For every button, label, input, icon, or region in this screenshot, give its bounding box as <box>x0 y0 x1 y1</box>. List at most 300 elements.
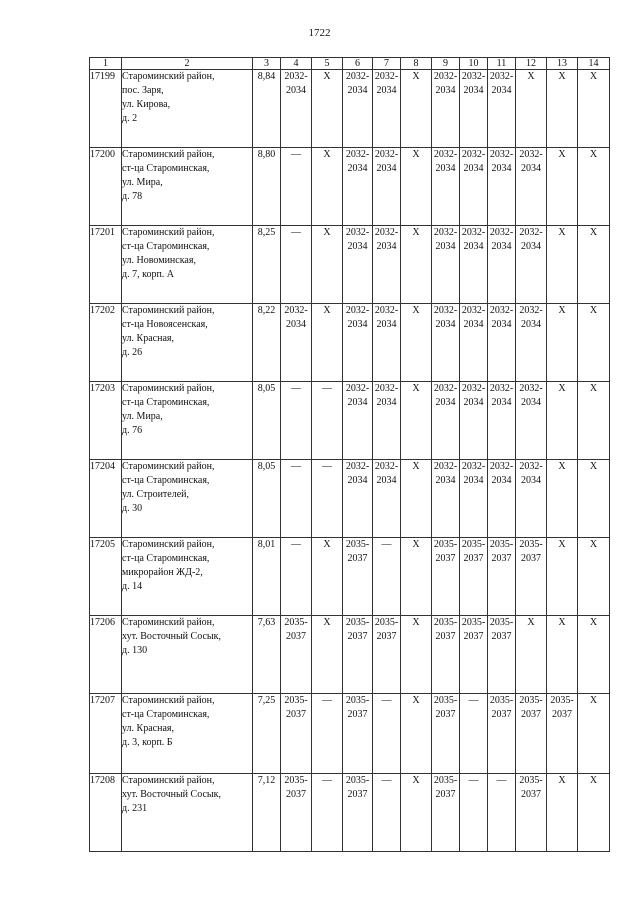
period-line: 2037 <box>491 631 512 642</box>
period-cell <box>432 538 460 616</box>
column-header: 3 <box>253 58 281 70</box>
period-line: X <box>589 71 598 82</box>
address-line: хут. Восточный Сосык, <box>122 789 221 800</box>
address-line: Староминский район, <box>122 305 215 316</box>
period-cell <box>547 226 578 304</box>
period-line: 2037 <box>463 631 484 642</box>
column-header: 4 <box>281 58 312 70</box>
period-line: 2035- <box>461 539 486 550</box>
period-cell <box>281 774 312 852</box>
period-line: X <box>589 617 598 628</box>
period-line: 2034 <box>463 241 484 252</box>
period-line: — <box>322 383 332 394</box>
period-cell <box>281 694 312 774</box>
period-line: 2034 <box>435 241 456 252</box>
period-cell <box>547 382 578 460</box>
period-cell <box>401 70 432 148</box>
period-line: 2034 <box>376 241 397 252</box>
period-line: X <box>527 617 535 628</box>
address-line: ст-ца Староминская, <box>122 709 210 720</box>
period-cell <box>312 616 343 694</box>
period-line: X <box>589 461 598 472</box>
period-line: 2032- <box>345 305 370 316</box>
period-cell <box>516 694 547 774</box>
period-cell <box>516 460 547 538</box>
period-line: 2035- <box>345 617 370 628</box>
period-line: X <box>589 539 598 550</box>
period-cell <box>401 382 432 460</box>
period-line: 2034 <box>491 241 512 252</box>
period-cell <box>578 226 610 304</box>
period-line: X <box>589 227 598 238</box>
period-line: X <box>589 695 598 706</box>
period-line: — <box>291 383 301 394</box>
period-line: 2032- <box>433 383 458 394</box>
address-cell <box>122 694 253 774</box>
address-line: ст-ца Староминская, <box>122 475 210 486</box>
period-line: 2032- <box>433 461 458 472</box>
period-cell <box>578 70 610 148</box>
period-line: 2032- <box>345 227 370 238</box>
period-cell <box>578 382 610 460</box>
value-cell: 7,25 <box>253 694 281 774</box>
period-cell <box>432 226 460 304</box>
value-cell: 7,63 <box>253 616 281 694</box>
period-line: 2032- <box>461 461 486 472</box>
period-line: 2037 <box>435 553 456 564</box>
period-line: — <box>322 461 332 472</box>
table-row <box>90 382 610 460</box>
period-line: 2037 <box>435 709 456 720</box>
period-line: X <box>589 305 598 316</box>
period-cell <box>312 538 343 616</box>
period-line: 2032- <box>489 227 514 238</box>
period-cell <box>460 148 488 226</box>
column-header: 9 <box>432 58 460 70</box>
period-cell <box>547 148 578 226</box>
period-line: 2035- <box>374 617 399 628</box>
period-line: 2034 <box>491 475 512 486</box>
period-cell <box>401 694 432 774</box>
period-line: 2037 <box>521 709 541 720</box>
period-line: 2034 <box>286 319 306 330</box>
period-cell <box>547 774 578 852</box>
period-cell <box>343 226 373 304</box>
period-line: 2034 <box>347 85 368 96</box>
period-cell <box>488 538 516 616</box>
period-cell <box>432 70 460 148</box>
period-cell <box>547 694 578 774</box>
address-line: Староминский район, <box>122 71 215 82</box>
address-cell <box>122 70 253 148</box>
column-header: 5 <box>312 58 343 70</box>
address-line: ст-ца Новоясенская, <box>122 319 208 330</box>
row-number: 17207 <box>90 694 122 774</box>
value-cell: 7,12 <box>253 774 281 852</box>
period-cell <box>281 538 312 616</box>
address-line: Староминский район, <box>122 617 215 628</box>
value-cell: 8,84 <box>253 70 281 148</box>
period-line: 2032- <box>374 305 399 316</box>
row-number: 17203 <box>90 382 122 460</box>
row-number: 17201 <box>90 226 122 304</box>
period-line: 2032- <box>461 305 486 316</box>
period-cell <box>312 226 343 304</box>
period-line: 2034 <box>435 319 456 330</box>
period-cell <box>312 460 343 538</box>
period-cell <box>373 382 401 460</box>
period-line: 2035- <box>284 617 308 628</box>
period-line: 2035- <box>433 539 458 550</box>
period-line: X <box>558 383 566 394</box>
period-line: 2037 <box>491 709 512 720</box>
period-line: 2034 <box>347 241 368 252</box>
period-cell <box>373 460 401 538</box>
period-line: 2032- <box>374 149 399 160</box>
period-cell <box>460 382 488 460</box>
period-line: 2034 <box>435 397 456 408</box>
period-cell <box>578 460 610 538</box>
period-line: 2037 <box>521 553 541 564</box>
period-line: 2035- <box>519 775 543 786</box>
period-line: X <box>412 617 420 628</box>
period-line: 2035- <box>345 775 370 786</box>
period-cell <box>488 382 516 460</box>
period-line: — <box>291 227 301 238</box>
period-cell <box>460 70 488 148</box>
table-row <box>90 694 610 774</box>
period-line: 2034 <box>435 85 456 96</box>
period-line: 2034 <box>347 163 368 174</box>
period-line: — <box>381 775 392 786</box>
period-line: X <box>412 539 420 550</box>
address-line: д. 231 <box>122 803 148 814</box>
row-number: 17204 <box>90 460 122 538</box>
period-cell <box>401 304 432 382</box>
address-line: ул. Строителей, <box>122 489 190 500</box>
period-cell <box>373 774 401 852</box>
value-cell: 8,22 <box>253 304 281 382</box>
period-cell <box>578 774 610 852</box>
column-header: 11 <box>488 58 516 70</box>
column-header: 6 <box>343 58 373 70</box>
period-cell <box>488 226 516 304</box>
address-line: ул. Мира, <box>122 411 163 422</box>
period-cell <box>516 148 547 226</box>
period-line: X <box>558 305 566 316</box>
period-line: 2032- <box>489 149 514 160</box>
address-line: ст-ца Староминская, <box>122 553 210 564</box>
period-cell <box>516 70 547 148</box>
period-cell <box>460 460 488 538</box>
period-line: 2037 <box>463 553 484 564</box>
row-number: 17199 <box>90 70 122 148</box>
address-cell <box>122 148 253 226</box>
period-line: — <box>322 695 332 706</box>
period-line: 2035- <box>345 695 370 706</box>
column-header: 12 <box>516 58 547 70</box>
value-cell: 8,80 <box>253 148 281 226</box>
period-line: — <box>468 695 479 706</box>
period-line: X <box>412 775 420 786</box>
column-header: 10 <box>460 58 488 70</box>
period-cell <box>516 538 547 616</box>
period-line: 2035- <box>550 695 574 706</box>
address-cell <box>122 460 253 538</box>
period-line: 2034 <box>463 85 484 96</box>
column-header: 7 <box>373 58 401 70</box>
period-line: X <box>323 305 331 316</box>
period-line: — <box>291 149 301 160</box>
period-line: 2037 <box>552 709 572 720</box>
period-line: 2037 <box>491 553 512 564</box>
period-line: 2037 <box>347 709 368 720</box>
registry-table <box>89 57 610 852</box>
period-line: 2037 <box>347 631 368 642</box>
period-cell <box>312 774 343 852</box>
period-line: X <box>412 383 420 394</box>
period-cell <box>373 148 401 226</box>
table-row <box>90 616 610 694</box>
period-line: 2032- <box>345 71 370 82</box>
period-cell <box>460 694 488 774</box>
period-cell <box>488 148 516 226</box>
address-line: д. 26 <box>122 347 143 358</box>
period-line: 2032- <box>519 149 543 160</box>
period-line: 2035- <box>284 695 308 706</box>
address-line: д. 3, корп. Б <box>122 737 173 748</box>
period-cell <box>373 616 401 694</box>
address-cell <box>122 538 253 616</box>
column-header: 1 <box>90 58 122 70</box>
period-line: 2032- <box>461 227 486 238</box>
period-line: 2034 <box>521 319 541 330</box>
period-line: 2032- <box>489 305 514 316</box>
period-line: 2037 <box>521 789 541 800</box>
period-cell <box>488 304 516 382</box>
period-cell <box>343 694 373 774</box>
period-line: 2037 <box>286 709 306 720</box>
address-line: ул. Новоминская, <box>122 255 196 266</box>
period-cell <box>312 70 343 148</box>
period-line: 2035- <box>345 539 370 550</box>
period-line: X <box>589 775 598 786</box>
period-cell <box>343 382 373 460</box>
period-line: 2035- <box>519 539 543 550</box>
period-cell <box>401 538 432 616</box>
period-line: 2034 <box>435 475 456 486</box>
period-line: 2034 <box>347 475 368 486</box>
table-row <box>90 148 610 226</box>
period-line: 2037 <box>435 789 456 800</box>
address-line: ст-ца Староминская, <box>122 163 210 174</box>
period-cell <box>578 616 610 694</box>
period-cell <box>460 304 488 382</box>
period-cell <box>432 382 460 460</box>
period-cell <box>373 538 401 616</box>
period-cell <box>516 226 547 304</box>
address-cell <box>122 382 253 460</box>
period-cell <box>281 304 312 382</box>
period-line: X <box>558 775 566 786</box>
period-line: 2034 <box>521 397 541 408</box>
address-line: пос. Заря, <box>122 85 164 96</box>
period-line: 2032- <box>345 149 370 160</box>
period-cell <box>343 148 373 226</box>
period-line: 2032- <box>374 71 399 82</box>
period-line: X <box>558 149 566 160</box>
period-cell <box>312 382 343 460</box>
table-row <box>90 304 610 382</box>
value-cell: 8,01 <box>253 538 281 616</box>
address-cell <box>122 226 253 304</box>
period-line: 2037 <box>347 553 368 564</box>
table-row <box>90 70 610 148</box>
period-cell <box>281 382 312 460</box>
period-line: X <box>412 695 420 706</box>
period-cell <box>488 70 516 148</box>
period-cell <box>432 148 460 226</box>
period-line: 2034 <box>347 319 368 330</box>
row-number: 17205 <box>90 538 122 616</box>
period-line: 2032- <box>519 383 543 394</box>
period-line: 2037 <box>347 789 368 800</box>
period-cell <box>312 148 343 226</box>
address-line: Староминский район, <box>122 461 215 472</box>
period-line: 2035- <box>284 775 308 786</box>
address-line: Староминский район, <box>122 383 215 394</box>
period-line: 2034 <box>376 85 397 96</box>
period-line: 2035- <box>489 617 514 628</box>
period-cell <box>432 304 460 382</box>
period-line: X <box>558 71 566 82</box>
period-line: 2034 <box>491 85 512 96</box>
period-line: X <box>323 539 331 550</box>
table-row <box>90 774 610 852</box>
address-line: д. 14 <box>122 581 143 592</box>
address-line: Староминский район, <box>122 695 215 706</box>
period-line: 2037 <box>435 631 456 642</box>
period-line: 2032- <box>374 227 399 238</box>
address-line: д. 7, корп. А <box>122 269 175 280</box>
period-line: 2034 <box>521 241 541 252</box>
address-line: д. 2 <box>122 113 138 124</box>
period-cell <box>516 304 547 382</box>
period-cell <box>488 460 516 538</box>
value-cell: 8,05 <box>253 460 281 538</box>
period-line: 2032- <box>519 305 543 316</box>
period-line: X <box>412 227 420 238</box>
period-line: X <box>323 227 331 238</box>
period-cell <box>401 226 432 304</box>
address-cell <box>122 304 253 382</box>
value-cell: 8,25 <box>253 226 281 304</box>
period-line: 2032- <box>461 71 486 82</box>
address-line: хут. Восточный Сосык, <box>122 631 221 642</box>
period-cell <box>488 616 516 694</box>
period-line: — <box>322 775 332 786</box>
period-line: 2035- <box>433 775 458 786</box>
header-row <box>90 58 610 70</box>
period-line: 2032- <box>519 227 543 238</box>
period-cell <box>488 774 516 852</box>
period-line: 2035- <box>489 695 514 706</box>
period-cell <box>281 460 312 538</box>
value-cell: 8,05 <box>253 382 281 460</box>
period-line: 2037 <box>286 789 306 800</box>
row-number: 17206 <box>90 616 122 694</box>
period-line: 2034 <box>491 397 512 408</box>
period-line: 2032- <box>461 149 486 160</box>
period-cell <box>281 616 312 694</box>
address-line: ул. Красная, <box>122 333 174 344</box>
period-line: 2032- <box>374 461 399 472</box>
period-cell <box>578 304 610 382</box>
period-line: 2034 <box>463 475 484 486</box>
period-cell <box>343 774 373 852</box>
period-line: 2034 <box>463 397 484 408</box>
period-cell <box>373 694 401 774</box>
period-cell <box>343 616 373 694</box>
period-cell <box>373 226 401 304</box>
period-line: 2035- <box>433 617 458 628</box>
period-line: 2035- <box>461 617 486 628</box>
address-line: ул. Мира, <box>122 177 163 188</box>
period-line: 2034 <box>521 475 541 486</box>
period-line: 2032- <box>433 71 458 82</box>
address-line: Староминский район, <box>122 149 215 160</box>
period-cell <box>281 226 312 304</box>
period-line: X <box>412 71 420 82</box>
period-line: 2037 <box>286 631 306 642</box>
period-cell <box>343 304 373 382</box>
period-line: 2032- <box>433 305 458 316</box>
period-line: 2035- <box>433 695 458 706</box>
period-line: 2034 <box>491 319 512 330</box>
period-line: X <box>589 383 598 394</box>
address-line: д. 78 <box>122 191 143 202</box>
period-line: 2032- <box>433 149 458 160</box>
row-number: 17202 <box>90 304 122 382</box>
period-cell <box>401 148 432 226</box>
period-line: 2032- <box>489 461 514 472</box>
period-line: 2034 <box>435 163 456 174</box>
period-cell <box>312 304 343 382</box>
period-line: 2035- <box>489 539 514 550</box>
column-header: 8 <box>401 58 432 70</box>
period-cell <box>432 460 460 538</box>
page-number: 1722 <box>308 27 331 39</box>
period-cell <box>373 70 401 148</box>
period-line: — <box>468 775 479 786</box>
period-line: X <box>589 149 598 160</box>
period-line: X <box>558 617 566 628</box>
period-cell <box>432 616 460 694</box>
period-cell <box>578 538 610 616</box>
period-cell <box>547 70 578 148</box>
column-header: 2 <box>122 58 253 70</box>
period-line: — <box>381 539 392 550</box>
period-line: X <box>323 71 331 82</box>
period-cell <box>547 538 578 616</box>
period-line: 2034 <box>347 397 368 408</box>
period-line: 2034 <box>376 319 397 330</box>
address-line: д. 130 <box>122 645 148 656</box>
period-line: X <box>412 305 420 316</box>
period-line: — <box>381 695 392 706</box>
period-cell <box>401 774 432 852</box>
address-line: ул. Красная, <box>122 723 174 734</box>
